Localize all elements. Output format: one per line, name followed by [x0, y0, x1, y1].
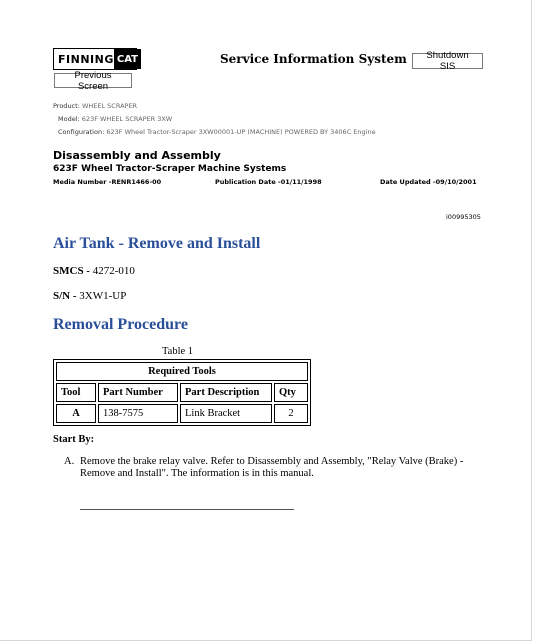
model-meta — [58, 115, 172, 123]
date-updated: Date Updated -09/10/2001 — [380, 178, 477, 186]
serial-number-line — [53, 290, 126, 302]
column-header-part-description: Part Description — [180, 383, 272, 402]
product-value: WHEEL SCRAPER — [81, 102, 138, 110]
serial-number-label: S/N - — [53, 290, 77, 302]
previous-screen-button[interactable]: Previous Screen — [54, 73, 132, 88]
configuration-label: Configuration: — [58, 128, 105, 136]
required-tools-table — [53, 359, 311, 426]
cell-part-description: Link Bracket — [180, 404, 272, 423]
step-text: Remove the brake relay valve. Refer to Disassembly and Assembly, "Relay Valve (Brake) - Remove and Install". The information is in this manual. — [80, 456, 464, 479]
start-by-label: Start By: — [53, 434, 95, 445]
smcs-line — [53, 265, 135, 277]
product-meta — [53, 102, 137, 110]
cell-part-number: 138-7575 — [98, 404, 178, 423]
section-heading: Removal Procedure — [53, 316, 188, 333]
smcs-value: 4272-010 — [92, 265, 135, 277]
model-value: 623F WHEEL SCRAPER 3XW — [81, 115, 173, 123]
shutdown-sis-button[interactable]: Shutdown SIS — [412, 53, 483, 69]
divider — [80, 509, 294, 510]
product-label: Product: — [53, 102, 80, 110]
list-item — [64, 456, 484, 480]
logo-wordmark: FINNING — [58, 52, 114, 66]
media-number: Media Number -RENR1466-00 — [53, 178, 162, 186]
finning-cat-logo — [53, 48, 137, 70]
configuration-meta — [58, 128, 376, 136]
document-heading: Disassembly and Assembly — [53, 149, 221, 162]
table-title: Required Tools — [56, 362, 308, 381]
document-subheading: 623F Wheel Tractor-Scraper Machine Systems — [53, 164, 287, 174]
table-caption: Table 1 — [162, 346, 194, 357]
smcs-label: SMCS - — [53, 265, 90, 277]
column-header-qty: Qty — [274, 383, 308, 402]
serial-number-value: 3XW1-UP — [79, 290, 127, 302]
column-header-tool: Tool — [56, 383, 96, 402]
publication-date: Publication Date -01/11/1998 — [215, 178, 322, 186]
cell-tool: A — [56, 404, 96, 423]
cell-qty: 2 — [274, 404, 308, 423]
app-title: Service Information System — [220, 52, 407, 66]
table-row — [56, 404, 308, 423]
column-header-part-number: Part Number — [98, 383, 178, 402]
configuration-value: 623F Wheel Tractor-Scraper 3XW00001-UP (MACHINE) POWERED BY 3406C Engine — [106, 128, 376, 136]
page-title: Air Tank - Remove and Install — [53, 235, 261, 252]
cat-logo-mark: CAT — [114, 49, 141, 69]
model-label: Model: — [58, 115, 80, 123]
illustration-id: i00995305 — [446, 213, 481, 221]
step-letter: A. — [64, 456, 75, 467]
